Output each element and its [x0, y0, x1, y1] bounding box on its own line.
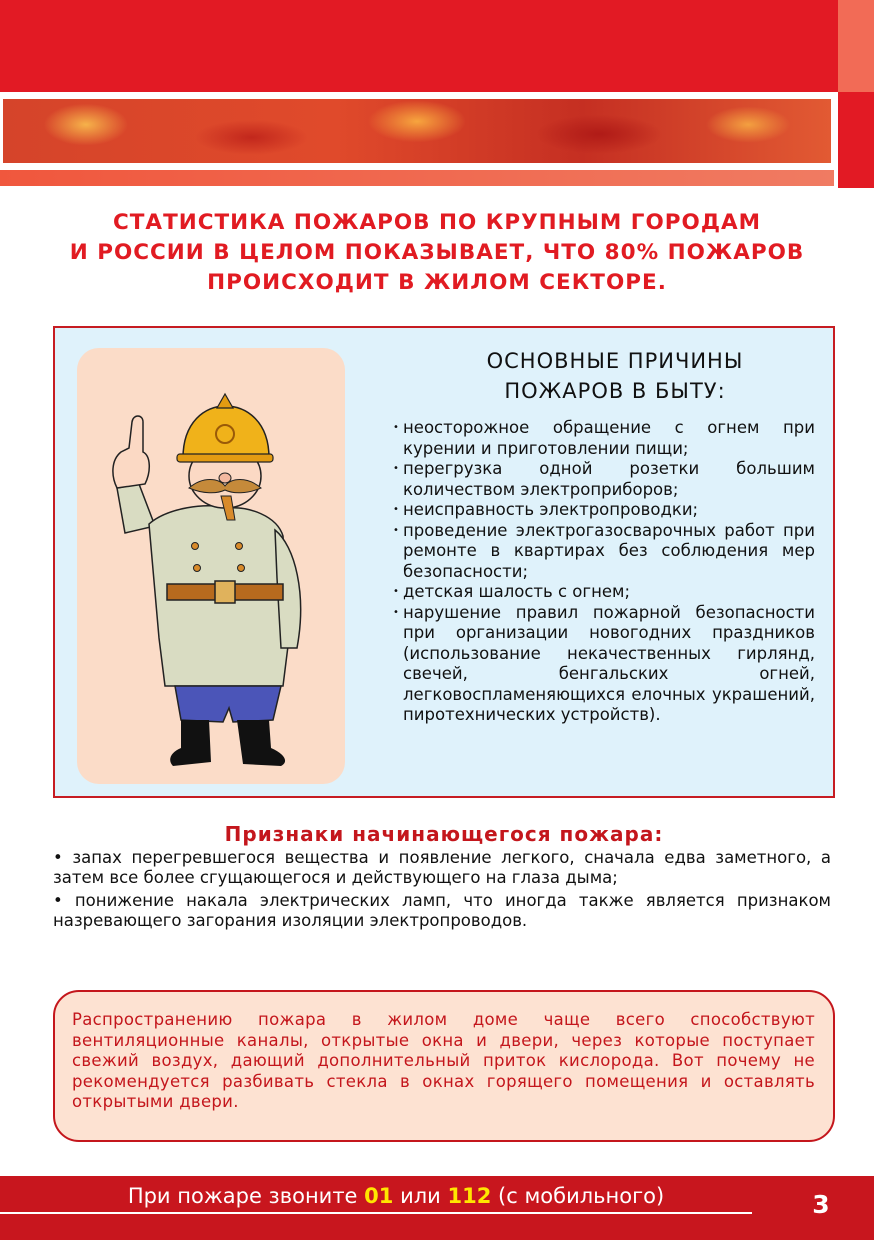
header-red-bar	[0, 0, 838, 92]
intro-statistic	[40, 208, 834, 298]
firefighter-illustration	[77, 348, 345, 784]
page-number: 3	[812, 1190, 830, 1219]
signs-list	[53, 848, 831, 934]
list-item: • неисправность электропроводки;	[393, 500, 815, 521]
intro-line: СТАТИСТИКА ПОЖАРОВ ПО КРУПНЫМ ГОРОДАМ	[112, 210, 762, 235]
header-band	[0, 170, 834, 186]
header-side-strip	[838, 0, 874, 92]
header-side-strip-lower	[838, 92, 874, 188]
list-item: • перегрузка одной розетки большим количеством электроприборов;	[393, 459, 815, 500]
intro-line: И РОССИИ В ЦЕЛОМ ПОКАЗЫВАЕТ, ЧТО 80% ПОЖАРОВ	[69, 240, 805, 265]
header-flame-banner	[0, 96, 834, 166]
list-item: • нарушение правил пожарной безопасности при организации новогодних праздников (использование некачественных гирлянд, свечей, бенгальских огней, легковоспламеняющихся елочных украшений, пиротехнических устройств).	[393, 603, 815, 726]
footer-divider	[0, 1212, 752, 1214]
list-item: • проведение электрогазосварочных работ при ремонте в квартирах без соблюдения мер безопасности;	[393, 521, 815, 583]
list-item: • детская шалость с огнем;	[393, 582, 815, 603]
causes-title-line: ОСНОВНЫЕ ПРИЧИНЫ	[486, 349, 744, 373]
list-item: • неосторожное обращение с огнем при курении и приготовлении пищи;	[393, 418, 815, 459]
ventilation-note	[53, 990, 835, 1142]
footer-suffix: (с мобильного)	[498, 1184, 665, 1208]
illustration-panel	[77, 348, 345, 784]
causes-title-line: ПОЖАРОВ В БЫТУ:	[504, 379, 726, 403]
emergency-number-01: 01	[364, 1184, 394, 1208]
causes-list	[393, 418, 815, 726]
emergency-number-112: 112	[447, 1184, 492, 1208]
list-item: • понижение накала электрических ламп, что иногда также является признаком назревающего загорания изоляции электропроводов.	[53, 891, 831, 930]
footer-prefix: При пожаре звоните	[127, 1184, 358, 1208]
footer-middle: или	[400, 1184, 441, 1208]
note-text: Распространению пожара в жилом доме чаще всего способствуют вентиляционные каналы, открытые окна и двери, через которые поступает свежий воздух, дающий дополнительный приток кислорода. Вот почему не рекомендуется разбивать стекла в окнах горящего помещения и оставлять открытыми двери.	[72, 1010, 815, 1111]
emergency-call-text	[0, 1181, 792, 1211]
list-item: • запах перегревшегося вещества и появление легкого, сначала едва заметного, а затем все более сгущающегося и действующего на глаза дыма;	[53, 848, 831, 887]
intro-line: ПРОИСХОДИТ В ЖИЛОМ СЕКТОРЕ.	[207, 270, 667, 295]
causes-title	[415, 346, 815, 406]
causes-box	[53, 326, 835, 798]
signs-title: Признаки начинающегося пожара:	[224, 822, 664, 846]
